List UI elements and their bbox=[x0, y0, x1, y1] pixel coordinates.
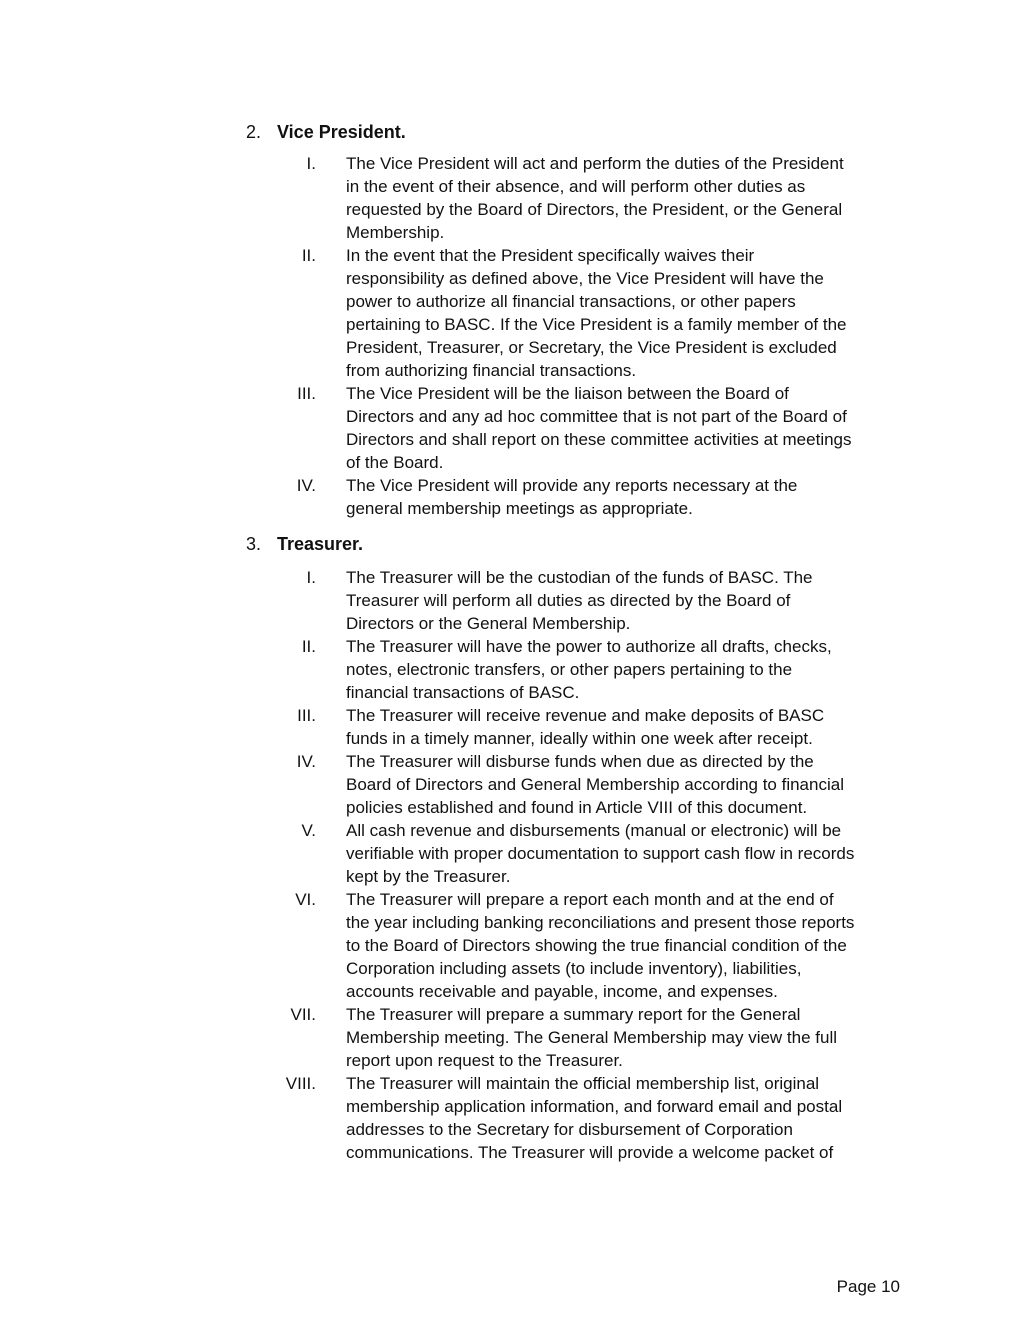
list-item bbox=[246, 819, 866, 888]
list-item bbox=[246, 152, 866, 244]
list-item bbox=[246, 704, 866, 750]
item-text: The Treasurer will prepare a summary report for the General Membership meeting. The General Membership may view the full report upon request to the Treasurer. bbox=[346, 1005, 838, 1070]
item-list bbox=[246, 566, 866, 1164]
item-text: All cash revenue and disbursements (manual or electronic) will be verifiable with proper documentation to support cash flow in records kept by the Treasurer. bbox=[346, 821, 855, 886]
list-item bbox=[246, 474, 866, 520]
list-item bbox=[246, 566, 866, 635]
page-number: Page 10 bbox=[836, 1277, 900, 1296]
item-text: The Treasurer will disburse funds when due as directed by the Board of Directors and General Membership according to financial policies established and found in Article VIII of this document. bbox=[346, 752, 844, 817]
item-text: In the event that the President specifically waives their responsibility as defined above, the Vice President will have the power to authorize all financial transactions, or other papers pertaining to BASC. If the Vice President is a family member of the President, Treasurer, or Secretary, the Vice President is excluded from authorizing financial transactions. bbox=[346, 246, 847, 380]
list-item bbox=[246, 382, 866, 474]
section-vice-president bbox=[246, 120, 866, 520]
item-text: The Vice President will be the liaison between the Board of Directors and any ad hoc committee that is not part of the Board of Directors and shall report on these committee activities at meetings of the Board. bbox=[346, 384, 852, 472]
item-numeral: III. bbox=[297, 706, 316, 725]
list-item bbox=[246, 750, 866, 819]
item-text: The Treasurer will receive revenue and make deposits of BASC funds in a timely manner, ideally within one week after receipt. bbox=[346, 706, 825, 748]
list-item bbox=[246, 888, 866, 1003]
list-item bbox=[246, 635, 866, 704]
list-item bbox=[246, 1072, 866, 1164]
item-list bbox=[246, 152, 866, 520]
section-heading bbox=[246, 120, 866, 144]
list-item bbox=[246, 244, 866, 382]
section-number: 2. bbox=[246, 122, 262, 142]
item-numeral: VIII. bbox=[285, 1074, 316, 1093]
section-treasurer bbox=[246, 532, 866, 1164]
item-text: The Vice President will act and perform the duties of the President in the event of their absence, and will perform other duties as requested by the Board of Directors, the President, or the General Membership. bbox=[346, 154, 844, 242]
item-numeral: VII. bbox=[290, 1005, 316, 1024]
item-numeral: I. bbox=[306, 154, 316, 173]
item-numeral: I. bbox=[306, 568, 316, 587]
item-text: The Treasurer will have the power to authorize all drafts, checks, notes, electronic transfers, or other papers pertaining to the financial transactions of BASC. bbox=[346, 637, 832, 702]
item-text: The Treasurer will maintain the official membership list, original membership application information, and forward email and postal addresses to the Secretary for disbursement of Corporation communications. The Treasurer will provide a welcome packet of bbox=[346, 1074, 843, 1162]
item-text: The Treasurer will be the custodian of the funds of BASC. The Treasurer will perform all duties as directed by the Board of Directors or the General Membership. bbox=[346, 568, 813, 633]
section-title: Treasurer. bbox=[277, 534, 364, 554]
section-heading bbox=[246, 532, 866, 556]
item-numeral: III. bbox=[297, 384, 316, 403]
section-title: Vice President. bbox=[277, 122, 406, 142]
item-numeral: IV. bbox=[296, 752, 316, 771]
item-numeral: II. bbox=[301, 637, 316, 656]
list-item bbox=[246, 1003, 866, 1072]
item-numeral: II. bbox=[301, 246, 316, 265]
item-text: The Treasurer will prepare a report each month and at the end of the year including banking reconciliations and present those reports to the Board of Directors showing the true financial condition of the Corporation including assets (to include inventory), liabilities, accounts receivable and payable, income, and expenses. bbox=[346, 890, 855, 1001]
item-text: The Vice President will provide any reports necessary at the general membership meetings as appropriate. bbox=[346, 476, 798, 518]
item-numeral: VI. bbox=[295, 890, 316, 909]
item-numeral: V. bbox=[301, 821, 316, 840]
item-numeral: IV. bbox=[296, 476, 316, 495]
section-number: 3. bbox=[246, 534, 262, 554]
